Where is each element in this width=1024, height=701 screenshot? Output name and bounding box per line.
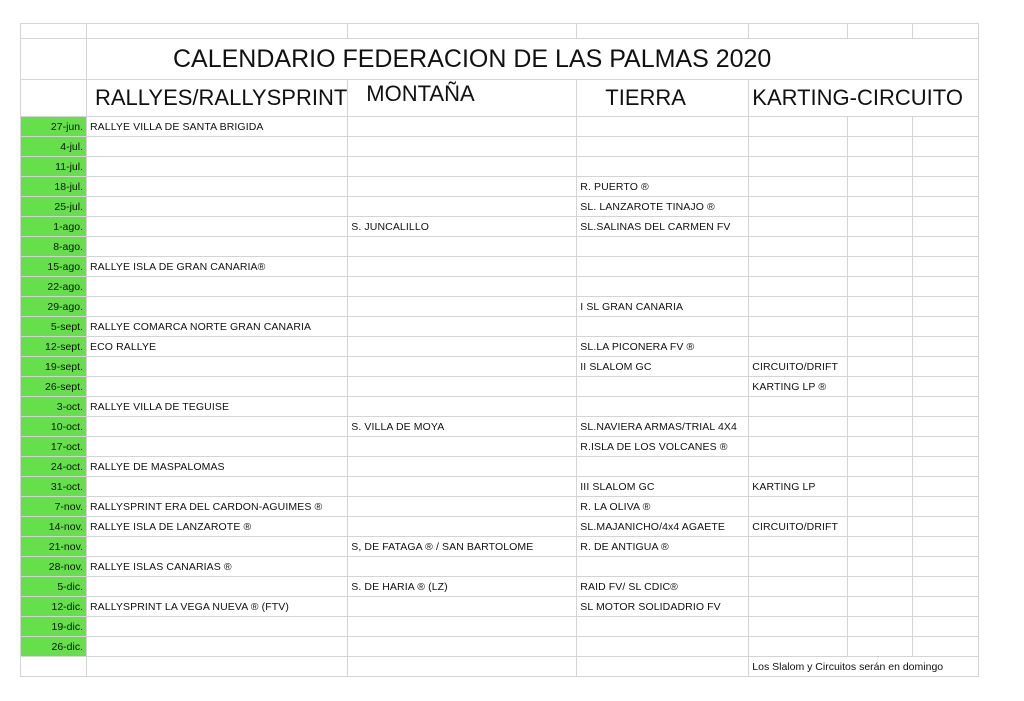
tierra-cell: [577, 617, 749, 637]
tierra-cell: [577, 557, 749, 577]
date-cell: 10-oct.: [21, 417, 87, 437]
montana-cell: [348, 597, 577, 617]
date-cell: 3-oct.: [21, 397, 87, 417]
calendar-table: [20, 23, 979, 677]
rallyes-cell: [87, 137, 348, 157]
table-row: [21, 577, 979, 597]
karting-cell: [749, 617, 848, 637]
karting-cell: [749, 597, 848, 617]
tierra-cell: R. DE ANTIGUA ®: [577, 537, 749, 557]
tierra-cell: SL.MAJANICHO/4x4 AGAETE: [577, 517, 749, 537]
tierra-cell: SL. LANZAROTE TINAJO ®: [577, 197, 749, 217]
table-row: [21, 157, 979, 177]
rallyes-cell: [87, 217, 348, 237]
karting-cell: [749, 157, 848, 177]
date-cell: 15-ago.: [21, 257, 87, 277]
karting-cell: [749, 317, 848, 337]
top-empty-row: [21, 24, 979, 39]
rallyes-cell: RALLYE COMARCA NORTE GRAN CANARIA: [87, 317, 348, 337]
karting-cell: [749, 177, 848, 197]
table-row: [21, 217, 979, 237]
table-row: [21, 317, 979, 337]
karting-cell: [749, 637, 848, 657]
tierra-cell: R.ISLA DE LOS VOLCANES ®: [577, 437, 749, 457]
montana-cell: [348, 377, 577, 397]
rallyes-cell: [87, 237, 348, 257]
table-row: [21, 417, 979, 437]
tierra-cell: III SLALOM GC: [577, 477, 749, 497]
montana-cell: [348, 497, 577, 517]
tierra-cell: [577, 157, 749, 177]
montana-cell: [348, 137, 577, 157]
table-row: [21, 597, 979, 617]
rallyes-cell: [87, 277, 348, 297]
table-row: [21, 457, 979, 477]
rallyes-cell: RALLYSPRINT LA VEGA NUEVA ® (FTV): [87, 597, 348, 617]
rallyes-cell: [87, 417, 348, 437]
tierra-cell: SL.SALINAS DEL CARMEN FV: [577, 217, 749, 237]
karting-cell: [749, 337, 848, 357]
table-row: [21, 397, 979, 417]
montana-cell: [348, 457, 577, 477]
karting-cell: [749, 277, 848, 297]
date-cell: 1-ago.: [21, 217, 87, 237]
date-cell: 26-dic.: [21, 637, 87, 657]
date-cell: 18-jul.: [21, 177, 87, 197]
karting-cell: [749, 437, 848, 457]
tierra-cell: [577, 237, 749, 257]
table-row: [21, 137, 979, 157]
header-rallyes: RALLYES/RALLYSPRINT: [95, 85, 348, 110]
rallyes-cell: [87, 437, 348, 457]
karting-cell: CIRCUITO/DRIFT: [749, 517, 848, 537]
karting-cell: [749, 397, 848, 417]
rallyes-cell: [87, 577, 348, 597]
title-row: [21, 39, 979, 80]
rallyes-cell: [87, 157, 348, 177]
montana-cell: [348, 157, 577, 177]
montana-cell: [348, 637, 577, 657]
tierra-cell: [577, 377, 749, 397]
karting-cell: [749, 417, 848, 437]
karting-cell: KARTING LP ®: [749, 377, 848, 397]
table-row: [21, 437, 979, 457]
tierra-cell: [577, 637, 749, 657]
karting-cell: [749, 137, 848, 157]
spreadsheet: [20, 23, 979, 677]
rallyes-cell: [87, 537, 348, 557]
table-row: [21, 237, 979, 257]
karting-cell: [749, 217, 848, 237]
footnote: Los Slalom y Circuitos serán en domingo: [749, 657, 979, 677]
rallyes-cell: RALLYE DE MASPALOMAS: [87, 457, 348, 477]
montana-cell: [348, 337, 577, 357]
montana-cell: [348, 297, 577, 317]
rallyes-cell: RALLYE VILLA DE SANTA BRIGIDA: [87, 117, 348, 137]
tierra-cell: [577, 277, 749, 297]
date-cell: 5-dic.: [21, 577, 87, 597]
table-row: [21, 477, 979, 497]
rallyes-cell: [87, 357, 348, 377]
montana-cell: S. VILLA DE MOYA: [348, 417, 577, 437]
tierra-cell: R. PUERTO ®: [577, 177, 749, 197]
date-cell: 25-jul.: [21, 197, 87, 217]
page-title: CALENDARIO FEDERACION DE LAS PALMAS 2020: [173, 45, 772, 73]
rallyes-cell: [87, 377, 348, 397]
table-row: [21, 177, 979, 197]
montana-cell: [348, 237, 577, 257]
rallyes-cell: ECO RALLYE: [87, 337, 348, 357]
table-row: [21, 357, 979, 377]
montana-cell: [348, 317, 577, 337]
montana-cell: [348, 557, 577, 577]
table-row: [21, 117, 979, 137]
table-row: [21, 617, 979, 637]
montana-cell: [348, 477, 577, 497]
table-row: [21, 197, 979, 217]
date-cell: 7-nov.: [21, 497, 87, 517]
header-montana: MONTAÑA: [366, 81, 475, 106]
karting-cell: [749, 577, 848, 597]
rallyes-cell: [87, 637, 348, 657]
tierra-cell: [577, 397, 749, 417]
rallyes-cell: [87, 477, 348, 497]
karting-cell: [749, 557, 848, 577]
montana-cell: [348, 397, 577, 417]
montana-cell: [348, 517, 577, 537]
date-cell: 4-jul.: [21, 137, 87, 157]
tierra-cell: SL MOTOR SOLIDADRIO FV: [577, 597, 749, 617]
date-cell: 12-sept.: [21, 337, 87, 357]
karting-cell: CIRCUITO/DRIFT: [749, 357, 848, 377]
tierra-cell: SL.NAVIERA ARMAS/TRIAL 4X4: [577, 417, 749, 437]
date-cell: 26-sept.: [21, 377, 87, 397]
montana-cell: [348, 177, 577, 197]
table-row: [21, 557, 979, 577]
date-cell: 21-nov.: [21, 537, 87, 557]
karting-cell: [749, 197, 848, 217]
tierra-cell: [577, 137, 749, 157]
date-cell: 28-nov.: [21, 557, 87, 577]
montana-cell: S, DE FATAGA ® / SAN BARTOLOME: [348, 537, 577, 557]
karting-cell: [749, 117, 848, 137]
karting-cell: [749, 257, 848, 277]
header-tierra: TIERRA: [605, 85, 686, 110]
montana-cell: [348, 117, 577, 137]
montana-cell: [348, 257, 577, 277]
karting-cell: KARTING LP: [749, 477, 848, 497]
rallyes-cell: RALLYE VILLA DE TEGUISE: [87, 397, 348, 417]
tierra-cell: [577, 257, 749, 277]
rallyes-cell: [87, 197, 348, 217]
montana-cell: [348, 197, 577, 217]
table-row: [21, 497, 979, 517]
header-karting: KARTING-CIRCUITO: [752, 85, 963, 110]
tierra-cell: II SLALOM GC: [577, 357, 749, 377]
rallyes-cell: [87, 617, 348, 637]
table-row: [21, 517, 979, 537]
montana-cell: [348, 617, 577, 637]
table-row: [21, 337, 979, 357]
header-row: [21, 80, 979, 117]
tierra-cell: [577, 117, 749, 137]
tierra-cell: R. LA OLIVA ®: [577, 497, 749, 517]
date-cell: 8-ago.: [21, 237, 87, 257]
karting-cell: [749, 497, 848, 517]
note-row: [21, 657, 979, 677]
tierra-cell: [577, 457, 749, 477]
table-row: [21, 297, 979, 317]
date-cell: 19-dic.: [21, 617, 87, 637]
montana-cell: [348, 357, 577, 377]
date-cell: 31-oct.: [21, 477, 87, 497]
karting-cell: [749, 537, 848, 557]
table-row: [21, 377, 979, 397]
date-cell: 12-dic.: [21, 597, 87, 617]
karting-cell: [749, 297, 848, 317]
rallyes-cell: [87, 297, 348, 317]
tierra-cell: RAID FV/ SL CDIC®: [577, 577, 749, 597]
date-cell: 27-jun.: [21, 117, 87, 137]
date-cell: 11-jul.: [21, 157, 87, 177]
table-row: [21, 537, 979, 557]
table-row: [21, 277, 979, 297]
rallyes-cell: RALLYE ISLA DE LANZAROTE ®: [87, 517, 348, 537]
montana-cell: [348, 277, 577, 297]
tierra-cell: [577, 317, 749, 337]
rallyes-cell: RALLYE ISLA DE GRAN CANARIA®: [87, 257, 348, 277]
table-row: [21, 637, 979, 657]
karting-cell: [749, 457, 848, 477]
date-cell: 5-sept.: [21, 317, 87, 337]
tierra-cell: SL.LA PICONERA FV ®: [577, 337, 749, 357]
tierra-cell: I SL GRAN CANARIA: [577, 297, 749, 317]
date-cell: 19-sept.: [21, 357, 87, 377]
montana-cell: S. DE HARIA ® (LZ): [348, 577, 577, 597]
rallyes-cell: [87, 177, 348, 197]
rallyes-cell: RALLYSPRINT ERA DEL CARDON-AGUIMES ®: [87, 497, 348, 517]
table-row: [21, 257, 979, 277]
date-cell: 14-nov.: [21, 517, 87, 537]
montana-cell: [348, 437, 577, 457]
montana-cell: S. JUNCALILLO: [348, 217, 577, 237]
date-cell: 29-ago.: [21, 297, 87, 317]
date-cell: 22-ago.: [21, 277, 87, 297]
date-cell: 24-oct.: [21, 457, 87, 477]
rallyes-cell: RALLYE ISLAS CANARIAS ®: [87, 557, 348, 577]
date-cell: 17-oct.: [21, 437, 87, 457]
karting-cell: [749, 237, 848, 257]
